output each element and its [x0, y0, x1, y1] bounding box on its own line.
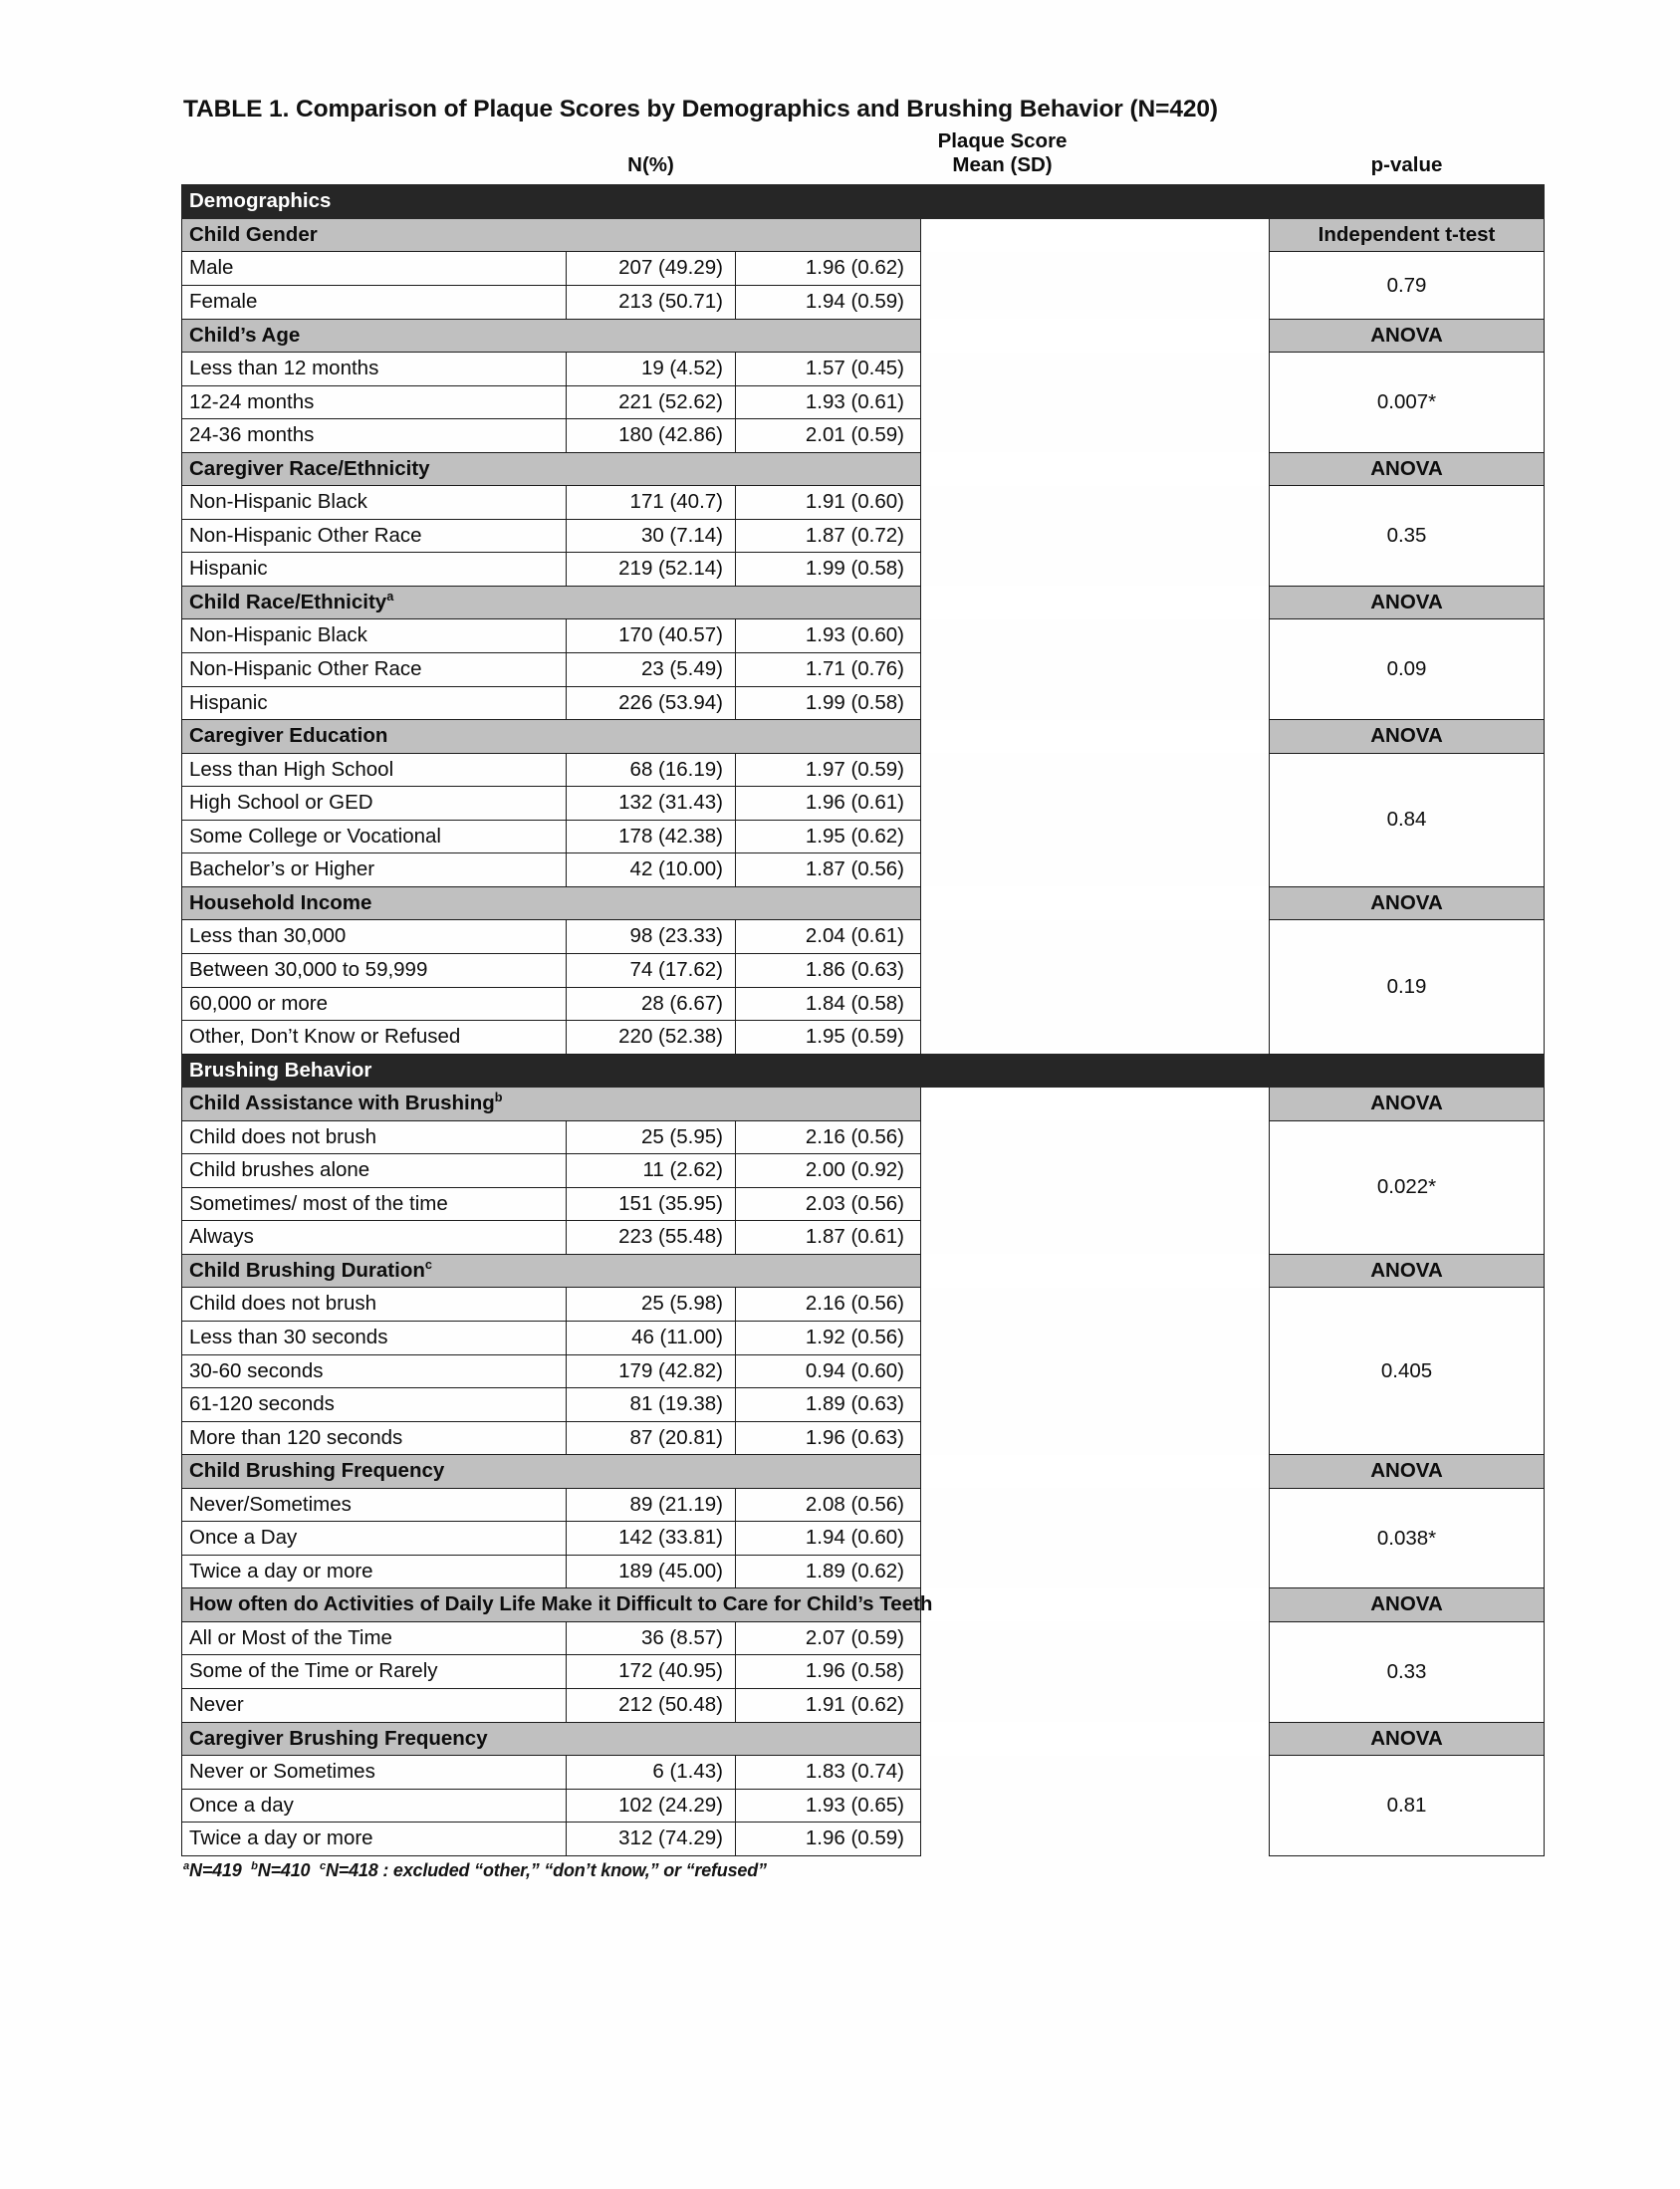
group-header-spacer-n: [567, 1722, 736, 1756]
table-row: [182, 619, 1545, 653]
group-header-spacer-score: [736, 319, 921, 353]
group-header-spacer-n: [567, 218, 736, 252]
footnote-marker-a: a: [183, 1859, 190, 1872]
group-header-spacer-score: [736, 1088, 921, 1121]
row-gap: [921, 286, 1270, 320]
group-header-label: [182, 452, 567, 486]
row-plaque-score: 1.93 (0.60): [736, 619, 921, 653]
row-n-percent: 312 (74.29): [567, 1823, 736, 1856]
statistical-test-label: ANOVA: [1270, 1254, 1545, 1288]
table-body: [182, 129, 1545, 1855]
row-gap: [921, 252, 1270, 286]
row-plaque-score: 1.86 (0.63): [736, 953, 921, 987]
statistical-test-label: ANOVA: [1270, 1588, 1545, 1622]
row-n-percent: 226 (53.94): [567, 686, 736, 720]
row-plaque-score: 1.96 (0.59): [736, 1823, 921, 1856]
row-label: High School or GED: [182, 787, 567, 821]
row-n-percent: 81 (19.38): [567, 1388, 736, 1422]
row-gap: [921, 953, 1270, 987]
plaque-score-line2: Mean (SD): [952, 153, 1053, 177]
row-p-value: 0.33: [1270, 1621, 1545, 1722]
table-row: [182, 920, 1545, 954]
group-header-gap: [921, 886, 1270, 920]
table-row: [182, 353, 1545, 386]
row-label: Child does not brush: [182, 1288, 567, 1322]
group-header-superscript: b: [494, 1090, 503, 1105]
statistical-test-label: ANOVA: [1270, 720, 1545, 754]
row-label: Twice a day or more: [182, 1555, 567, 1588]
group-header-spacer-score: [736, 218, 921, 252]
row-n-percent: 68 (16.19): [567, 753, 736, 787]
table-row: [182, 1288, 1545, 1322]
row-gap: [921, 1823, 1270, 1856]
row-label: Non-Hispanic Black: [182, 486, 567, 520]
row-gap: [921, 1288, 1270, 1322]
row-plaque-score: 1.96 (0.63): [736, 1421, 921, 1455]
group-header-label: [182, 1588, 933, 1622]
row-plaque-score: 2.00 (0.92): [736, 1154, 921, 1188]
row-label: Other, Don’t Know or Refused: [182, 1021, 567, 1055]
group-header-label: [182, 1722, 567, 1756]
row-plaque-score: 1.96 (0.62): [736, 252, 921, 286]
row-n-percent: 179 (42.82): [567, 1354, 736, 1388]
group-header-text: Caregiver Education: [189, 724, 388, 748]
group-header-spacer-n: [567, 1455, 736, 1489]
row-label: Less than High School: [182, 753, 567, 787]
footnote-marker-c: c: [319, 1859, 326, 1872]
row-n-percent: 178 (42.38): [567, 820, 736, 853]
group-header-spacer-score: [736, 1455, 921, 1489]
row-n-percent: 23 (5.49): [567, 653, 736, 687]
plaque-score-line1: Plaque Score: [937, 129, 1068, 152]
row-n-percent: 28 (6.67): [567, 987, 736, 1021]
row-gap: [921, 753, 1270, 787]
table-row: [182, 252, 1545, 286]
row-gap: [921, 353, 1270, 386]
row-label: Non-Hispanic Black: [182, 619, 567, 653]
footnote-c-text: N=418 : excluded “other,” “don’t know,” or “refused”: [325, 1859, 767, 1880]
row-plaque-score: 1.99 (0.58): [736, 686, 921, 720]
group-header-text: Child Brushing Duration: [189, 1258, 425, 1282]
row-plaque-score: 1.84 (0.58): [736, 987, 921, 1021]
group-header-text: Child Race/Ethnicity: [189, 590, 387, 613]
row-plaque-score: 1.96 (0.58): [736, 1655, 921, 1689]
row-label: More than 120 seconds: [182, 1421, 567, 1455]
row-gap: [921, 1421, 1270, 1455]
group-header-label: [182, 586, 567, 619]
row-p-value: 0.09: [1270, 619, 1545, 720]
group-header-row: [182, 1088, 1545, 1121]
row-label: Once a Day: [182, 1522, 567, 1556]
group-header-label: [182, 319, 567, 353]
row-plaque-score: 1.93 (0.65): [736, 1789, 921, 1823]
statistical-test-label: ANOVA: [1270, 1088, 1545, 1121]
row-plaque-score: 1.57 (0.45): [736, 353, 921, 386]
group-header-label: [182, 1455, 567, 1489]
group-header-text: Child Assistance with Brushing: [189, 1092, 495, 1115]
group-header-superscript: c: [424, 1257, 432, 1273]
row-plaque-score: 1.87 (0.72): [736, 519, 921, 553]
row-gap: [921, 1154, 1270, 1188]
row-gap: [921, 686, 1270, 720]
row-gap: [921, 1221, 1270, 1255]
row-plaque-score: 1.92 (0.56): [736, 1321, 921, 1354]
footnote-marker-b: b: [251, 1859, 258, 1872]
row-gap: [921, 1120, 1270, 1154]
row-label: Male: [182, 252, 567, 286]
row-gap: [921, 1488, 1270, 1522]
group-header-spacer-n: [567, 1254, 736, 1288]
table-row: [182, 1756, 1545, 1790]
column-header-p-value: p-value: [1370, 153, 1443, 177]
row-n-percent: 102 (24.29): [567, 1789, 736, 1823]
row-n-percent: 89 (21.19): [567, 1488, 736, 1522]
group-header-text: Child’s Age: [189, 323, 301, 347]
row-gap: [921, 1655, 1270, 1689]
group-header-row: [182, 319, 1545, 353]
row-n-percent: 180 (42.86): [567, 419, 736, 453]
table-row: [182, 486, 1545, 520]
row-n-percent: 189 (45.00): [567, 1555, 736, 1588]
row-gap: [921, 1354, 1270, 1388]
group-header-row: [182, 886, 1545, 920]
row-gap: [921, 1688, 1270, 1722]
table-container: [181, 96, 1544, 1881]
group-header-gap: [921, 1455, 1270, 1489]
row-plaque-score: 1.87 (0.56): [736, 853, 921, 887]
row-label: Never or Sometimes: [182, 1756, 567, 1790]
row-label: Non-Hispanic Other Race: [182, 519, 567, 553]
row-p-value: 0.84: [1270, 753, 1545, 886]
row-gap: [921, 553, 1270, 587]
group-header-text: Household Income: [189, 890, 372, 914]
table-row: [182, 1488, 1545, 1522]
row-plaque-score: 1.83 (0.74): [736, 1756, 921, 1790]
group-header-spacer-n: [567, 452, 736, 486]
row-label: Never/Sometimes: [182, 1488, 567, 1522]
statistical-test-label: ANOVA: [1270, 886, 1545, 920]
row-n-percent: 98 (23.33): [567, 920, 736, 954]
row-label: 61-120 seconds: [182, 1388, 567, 1422]
group-header-text: Caregiver Race/Ethnicity: [189, 456, 430, 480]
row-label: Twice a day or more: [182, 1823, 567, 1856]
row-label: Hispanic: [182, 686, 567, 720]
footnote-b-text: N=410: [257, 1859, 311, 1880]
group-header-row: [182, 452, 1545, 486]
row-n-percent: 142 (33.81): [567, 1522, 736, 1556]
row-plaque-score: 2.16 (0.56): [736, 1288, 921, 1322]
group-header-spacer-n: [567, 1088, 736, 1121]
row-gap: [921, 987, 1270, 1021]
row-gap: [921, 1321, 1270, 1354]
column-header-n-percent: N(%): [627, 153, 674, 177]
group-header-row: [182, 1588, 1545, 1622]
group-header-label: [182, 218, 567, 252]
row-plaque-score: 2.04 (0.61): [736, 920, 921, 954]
group-header-gap: [921, 319, 1270, 353]
group-header-row: [182, 218, 1545, 252]
row-gap: [921, 1021, 1270, 1055]
group-header-row: [182, 1254, 1545, 1288]
group-header-spacer-n: [567, 319, 736, 353]
statistical-test-label: ANOVA: [1270, 1722, 1545, 1756]
row-gap: [921, 1187, 1270, 1221]
row-label: 24-36 months: [182, 419, 567, 453]
row-n-percent: 46 (11.00): [567, 1321, 736, 1354]
row-gap: [921, 385, 1270, 419]
row-gap: [921, 1756, 1270, 1790]
row-gap: [921, 1789, 1270, 1823]
row-gap: [921, 486, 1270, 520]
row-plaque-score: 1.87 (0.61): [736, 1221, 921, 1255]
group-header-spacer-score: [736, 1254, 921, 1288]
row-plaque-score: 1.94 (0.59): [736, 286, 921, 320]
row-n-percent: 219 (52.14): [567, 553, 736, 587]
row-plaque-score: 2.08 (0.56): [736, 1488, 921, 1522]
row-n-percent: 172 (40.95): [567, 1655, 736, 1689]
group-header-gap: [921, 586, 1270, 619]
row-p-value: 0.81: [1270, 1756, 1545, 1856]
row-plaque-score: 1.91 (0.60): [736, 486, 921, 520]
table-row: [182, 1621, 1545, 1655]
row-n-percent: 25 (5.95): [567, 1120, 736, 1154]
row-gap: [921, 419, 1270, 453]
row-label: Once a day: [182, 1789, 567, 1823]
row-n-percent: 87 (20.81): [567, 1421, 736, 1455]
row-n-percent: 221 (52.62): [567, 385, 736, 419]
row-p-value: 0.405: [1270, 1288, 1545, 1455]
row-plaque-score: 1.96 (0.61): [736, 787, 921, 821]
group-header-gap: [921, 452, 1270, 486]
statistical-test-label: Independent t-test: [1270, 218, 1545, 252]
row-plaque-score: 1.95 (0.62): [736, 820, 921, 853]
group-header-row: [182, 1455, 1545, 1489]
group-header-text: Child Brushing Frequency: [189, 1459, 445, 1483]
group-header-row: [182, 1722, 1545, 1756]
row-n-percent: 19 (4.52): [567, 353, 736, 386]
row-p-value: 0.79: [1270, 252, 1545, 319]
row-gap: [921, 1621, 1270, 1655]
row-plaque-score: 1.91 (0.62): [736, 1688, 921, 1722]
row-label: Child brushes alone: [182, 1154, 567, 1188]
row-n-percent: 74 (17.62): [567, 953, 736, 987]
column-header-plaque-score: [736, 129, 1270, 185]
row-gap: [921, 787, 1270, 821]
row-p-value: 0.022*: [1270, 1120, 1545, 1254]
table-row: [182, 1120, 1545, 1154]
row-label: Female: [182, 286, 567, 320]
group-header-gap: [921, 1254, 1270, 1288]
row-label: Less than 12 months: [182, 353, 567, 386]
row-n-percent: 151 (35.95): [567, 1187, 736, 1221]
group-header-label: [182, 720, 567, 754]
row-p-value: 0.35: [1270, 486, 1545, 587]
row-gap: [921, 820, 1270, 853]
group-header-gap: [921, 1088, 1270, 1121]
row-plaque-score: 1.71 (0.76): [736, 653, 921, 687]
row-plaque-score: 1.89 (0.62): [736, 1555, 921, 1588]
statistical-test-label: ANOVA: [1270, 586, 1545, 619]
row-n-percent: 11 (2.62): [567, 1154, 736, 1188]
row-n-percent: 171 (40.7): [567, 486, 736, 520]
row-label: 12-24 months: [182, 385, 567, 419]
row-plaque-score: 2.01 (0.59): [736, 419, 921, 453]
row-p-value: 0.038*: [1270, 1488, 1545, 1588]
row-plaque-score: 1.93 (0.61): [736, 385, 921, 419]
row-gap: [921, 920, 1270, 954]
group-header-spacer-n: [567, 886, 736, 920]
group-header-text: Caregiver Brushing Frequency: [189, 1726, 488, 1750]
row-gap: [921, 1388, 1270, 1422]
group-header-gap: [921, 218, 1270, 252]
row-n-percent: 212 (50.48): [567, 1688, 736, 1722]
row-label: 30-60 seconds: [182, 1354, 567, 1388]
row-label: Never: [182, 1688, 567, 1722]
row-label: Some of the Time or Rarely: [182, 1655, 567, 1689]
group-header-superscript: a: [386, 589, 394, 605]
row-plaque-score: 1.99 (0.58): [736, 553, 921, 587]
group-header-spacer-score: [736, 1722, 921, 1756]
section-banner-1: Demographics: [182, 185, 1545, 219]
row-plaque-score: 2.16 (0.56): [736, 1120, 921, 1154]
group-header-spacer-score: [736, 452, 921, 486]
group-header-gap: [921, 1722, 1270, 1756]
row-p-value: 0.19: [1270, 920, 1545, 1054]
statistical-test-label: ANOVA: [1270, 1455, 1545, 1489]
row-plaque-score: 1.89 (0.63): [736, 1388, 921, 1422]
row-gap: [921, 853, 1270, 887]
group-header-label: [182, 1088, 567, 1121]
row-label: All or Most of the Time: [182, 1621, 567, 1655]
section-banner-row: [182, 185, 1545, 219]
row-plaque-score: 1.97 (0.59): [736, 753, 921, 787]
group-header-text: Child Gender: [189, 222, 318, 246]
group-header-spacer-score: [736, 586, 921, 619]
group-header-spacer-score: [736, 720, 921, 754]
group-header-gap: [921, 1588, 1270, 1622]
row-n-percent: 6 (1.43): [567, 1756, 736, 1790]
row-n-percent: 213 (50.71): [567, 286, 736, 320]
group-header-spacer-n: [567, 720, 736, 754]
row-n-percent: 220 (52.38): [567, 1021, 736, 1055]
statistical-test-label: ANOVA: [1270, 452, 1545, 486]
row-n-percent: 223 (55.48): [567, 1221, 736, 1255]
row-label: Less than 30 seconds: [182, 1321, 567, 1354]
group-header-gap: [921, 720, 1270, 754]
row-n-percent: 42 (10.00): [567, 853, 736, 887]
row-label: Between 30,000 to 59,999: [182, 953, 567, 987]
row-gap: [921, 653, 1270, 687]
row-gap: [921, 519, 1270, 553]
section-banner-row: [182, 1054, 1545, 1088]
plaque-scores-table: [181, 129, 1545, 1856]
row-label: Hispanic: [182, 553, 567, 587]
column-header-label: [182, 129, 567, 185]
row-plaque-score: 1.94 (0.60): [736, 1522, 921, 1556]
group-header-spacer-n: [567, 586, 736, 619]
row-plaque-score: 0.94 (0.60): [736, 1354, 921, 1388]
table-row: [182, 753, 1545, 787]
row-n-percent: 170 (40.57): [567, 619, 736, 653]
row-label: Always: [182, 1221, 567, 1255]
group-header-spacer-score: [736, 886, 921, 920]
row-n-percent: 36 (8.57): [567, 1621, 736, 1655]
row-label: 60,000 or more: [182, 987, 567, 1021]
row-p-value: 0.007*: [1270, 353, 1545, 453]
row-gap: [921, 1555, 1270, 1588]
row-n-percent: 207 (49.29): [567, 252, 736, 286]
row-plaque-score: 1.95 (0.59): [736, 1021, 921, 1055]
row-n-percent: 132 (31.43): [567, 787, 736, 821]
footnote-a-text: N=419: [189, 1859, 242, 1880]
group-header-label: [182, 886, 567, 920]
page-title: TABLE 1. Comparison of Plaque Scores by Demographics and Brushing Behavior (N=420): [183, 96, 1218, 122]
table-footnote: [183, 1860, 1544, 1881]
row-label: Bachelor’s or Higher: [182, 853, 567, 887]
row-n-percent: 25 (5.98): [567, 1288, 736, 1322]
row-n-percent: 30 (7.14): [567, 519, 736, 553]
row-label: Sometimes/ most of the time: [182, 1187, 567, 1221]
row-gap: [921, 1522, 1270, 1556]
row-plaque-score: 2.07 (0.59): [736, 1621, 921, 1655]
row-label: Some College or Vocational: [182, 820, 567, 853]
group-header-text: How often do Activities of Daily Life Make it Difficult to Care for Child’s Teeth: [189, 1592, 933, 1616]
group-header-label: [182, 1254, 567, 1288]
statistical-test-label: ANOVA: [1270, 319, 1545, 353]
row-label: Non-Hispanic Other Race: [182, 653, 567, 687]
row-label: Child does not brush: [182, 1120, 567, 1154]
group-header-row: [182, 720, 1545, 754]
section-banner-2: Brushing Behavior: [182, 1054, 1545, 1088]
row-plaque-score: 2.03 (0.56): [736, 1187, 921, 1221]
row-label: Less than 30,000: [182, 920, 567, 954]
row-gap: [921, 619, 1270, 653]
group-header-row: [182, 586, 1545, 619]
